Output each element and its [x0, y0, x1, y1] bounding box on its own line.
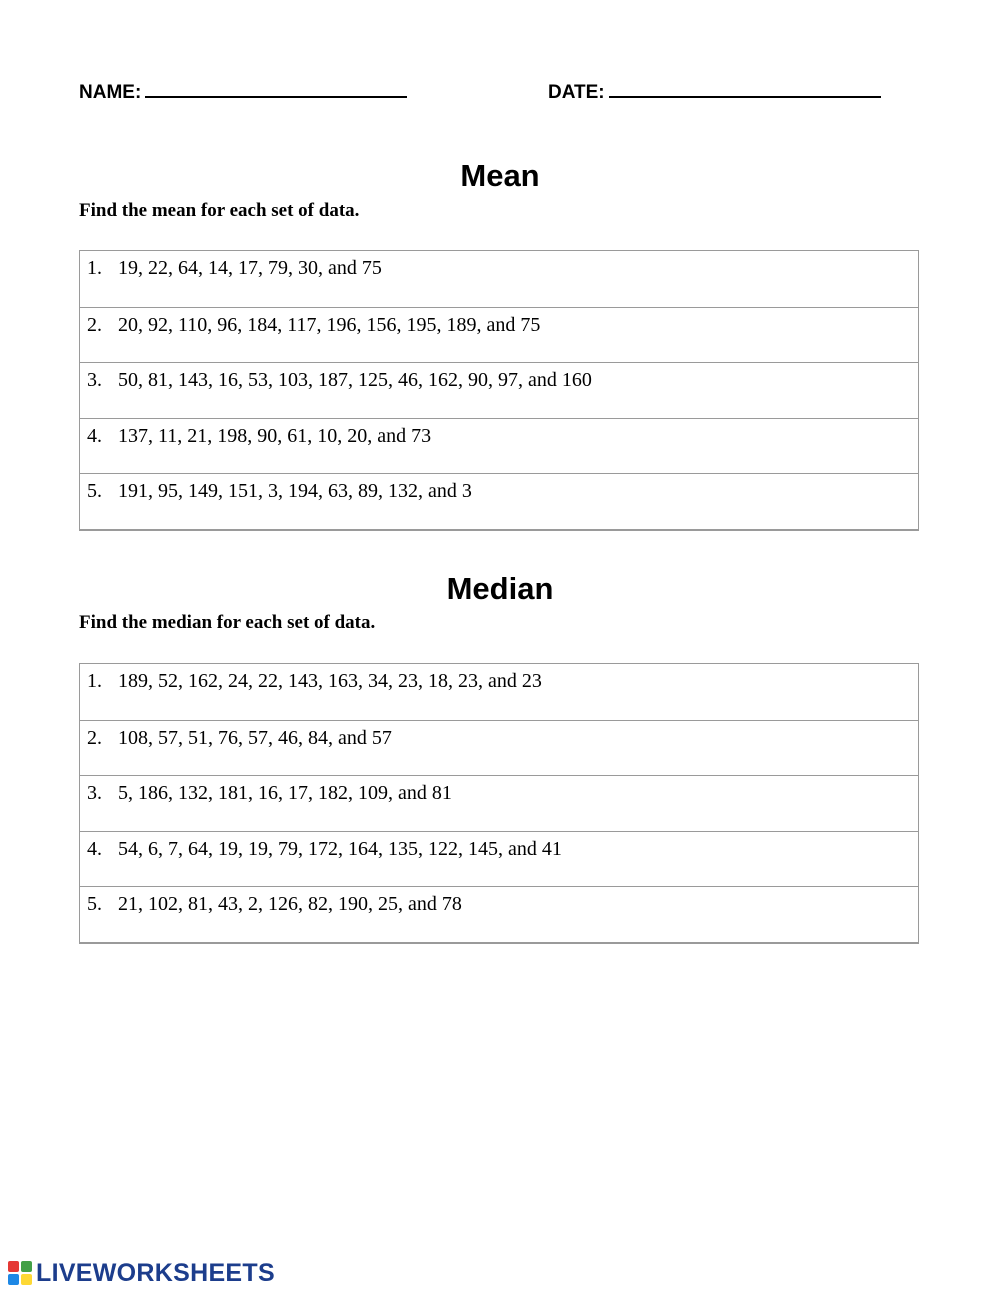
- liveworksheets-logo-icon: [8, 1261, 32, 1285]
- liveworksheets-logo[interactable]: [8, 1258, 275, 1288]
- problem-number: 1.: [87, 670, 102, 692]
- median-problem-row[interactable]: [80, 775, 918, 831]
- problem-values: 19, 22, 64, 14, 17, 79, 30, and 75: [118, 257, 382, 279]
- problem-values: 21, 102, 81, 43, 2, 126, 82, 190, 25, and 78: [118, 893, 462, 916]
- median-problem-row[interactable]: [80, 831, 918, 887]
- median-problem-table: [79, 663, 919, 944]
- problem-values: 108, 57, 51, 76, 57, 46, 84, and 57: [118, 726, 392, 749]
- mean-problem-table: [79, 250, 919, 531]
- median-instructions: Find the median for each set of data.: [79, 612, 376, 633]
- mean-section-title: Mean: [460, 158, 540, 193]
- name-blank-line[interactable]: [145, 80, 407, 98]
- problem-number: 3.: [87, 369, 102, 392]
- date-blank-line[interactable]: [609, 80, 881, 98]
- median-section-title: Median: [446, 571, 554, 606]
- problem-number: 4.: [87, 837, 102, 860]
- problem-number: 4.: [87, 424, 102, 447]
- mean-problem-row[interactable]: [80, 362, 918, 418]
- problem-number: 5.: [87, 893, 102, 916]
- worksheet-header: [79, 80, 899, 110]
- median-problem-row[interactable]: [80, 886, 918, 942]
- problem-number: 1.: [87, 257, 102, 279]
- mean-problem-row[interactable]: [80, 307, 918, 363]
- mean-instructions: Find the mean for each set of data.: [79, 200, 360, 221]
- mean-problem-row[interactable]: [80, 418, 918, 474]
- problem-values: 137, 11, 21, 198, 90, 61, 10, 20, and 73: [118, 424, 432, 447]
- logo-square-green: [21, 1261, 32, 1272]
- logo-square-red: [8, 1261, 19, 1272]
- problem-values: 189, 52, 162, 24, 22, 143, 163, 34, 23, 18, 23, and 23: [118, 670, 542, 692]
- problem-values: 20, 92, 110, 96, 184, 117, 196, 156, 195, 189, and 75: [118, 313, 541, 336]
- date-field[interactable]: [548, 80, 881, 104]
- problem-number: 5.: [87, 480, 102, 503]
- median-problem-row[interactable]: [80, 720, 918, 776]
- problem-number: 3.: [87, 782, 102, 805]
- problem-values: 191, 95, 149, 151, 3, 194, 63, 89, 132, and 3: [118, 480, 472, 503]
- mean-problem-row[interactable]: [80, 251, 918, 307]
- name-label: NAME:: [79, 82, 142, 103]
- problem-values: 54, 6, 7, 64, 19, 19, 79, 172, 164, 135, 122, 145, and 41: [118, 837, 562, 860]
- name-field[interactable]: [79, 80, 407, 104]
- mean-problem-row[interactable]: [80, 473, 918, 529]
- logo-square-yellow: [21, 1274, 32, 1285]
- problem-number: 2.: [87, 313, 102, 336]
- problem-number: 2.: [87, 726, 102, 749]
- problem-values: 50, 81, 143, 16, 53, 103, 187, 125, 46, 162, 90, 97, and 160: [118, 369, 592, 392]
- brand-name: LIVEWORKSHEETS: [36, 1258, 275, 1287]
- date-label: DATE:: [548, 82, 605, 103]
- median-problem-row[interactable]: [80, 664, 918, 720]
- problem-values: 5, 186, 132, 181, 16, 17, 182, 109, and 81: [118, 782, 452, 805]
- logo-square-blue: [8, 1274, 19, 1285]
